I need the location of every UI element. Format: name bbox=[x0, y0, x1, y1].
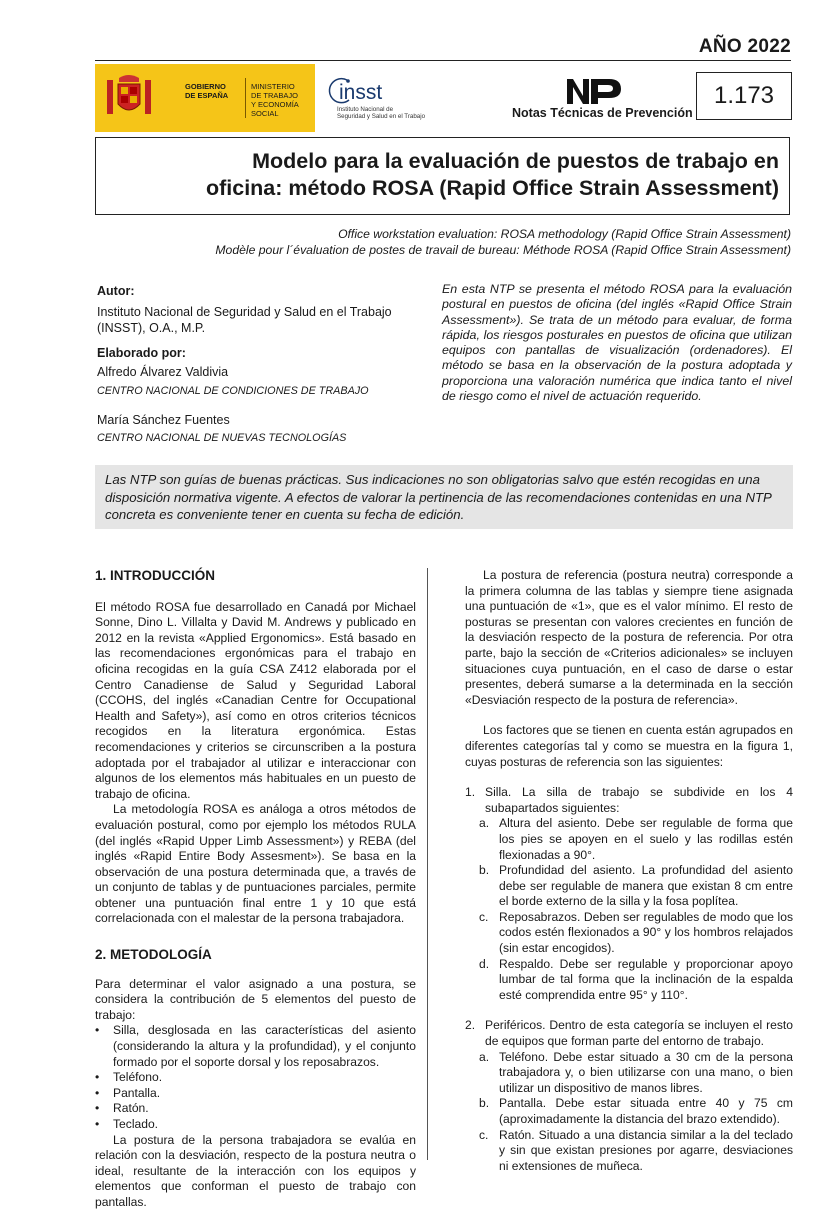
elaborado-label: Elaborado por: bbox=[97, 346, 186, 360]
list-item: • Pantalla. bbox=[95, 1086, 416, 1102]
center-2: CENTRO NACIONAL DE NUEVAS TECNOLOGÍAS bbox=[97, 432, 347, 444]
alternate-titles bbox=[91, 226, 791, 258]
author-2: María Sánchez Fuentes bbox=[97, 413, 230, 427]
list-item: • Teclado. bbox=[95, 1117, 416, 1133]
paragraph: Los factores que se tienen en cuenta están agrupados en diferentes categorías tal y como se muestra en la figura 1, cuyas posturas de referencia son las siguientes: bbox=[465, 723, 793, 769]
paragraph: La postura de la persona trabajadora se evalúa en relación con la desviación, respecto de la postura neutra o ideal, resultante de la interacción con los equipos y elementos que conforman el puesto de trabajo con pantallas. bbox=[95, 1132, 416, 1209]
section-2-heading: 2. METODOLOGÍA bbox=[95, 947, 212, 963]
author-1: Alfredo Álvarez Valdivia bbox=[97, 365, 229, 379]
gobierno-text: GOBIERNO DE ESPAÑA bbox=[185, 82, 229, 100]
ntp-logo-icon bbox=[565, 76, 625, 106]
ntp-number: 1.173 bbox=[696, 72, 792, 120]
list-item-perifericos: 2. Periféricos. Dentro de esta categoría se incluyen el resto de equipos que forman parte del entorno de trabajo. bbox=[465, 1018, 793, 1049]
list-item: • Teléfono. bbox=[95, 1070, 416, 1086]
abstract: En esta NTP se presenta el método ROSA para la evaluación postural en puestos de oficina (del inglés «Rapid Office Strain Assessment»). Se trata de un método para evaluar, de forma rápida, los riesgos posturales en puestos de oficina que utilizan equipos con pantallas de visualización (ordenadores). El método se basa en la observación de la postura adoptada y proporciona una valoración numérica que indica tanto el nivel de riesgo como el nivel de actuación requerido. bbox=[442, 282, 792, 404]
paragraph: La postura de referencia (postura neutra) corresponde a la primera columna de las tablas y siempre tiene asignada una puntuación de «1», que es el valor mínimo. El resto de posturas se presentan con valores crecientes en función de la desviación respecto de la postura de referencia. Por otra parte, bajo la sección de «Criterios adicionales» se incluyen situaciones cuya puntuación, en el caso de darse o estar presentes, deberá sumarse a la determinada en la sección «Desviación respecto de la postura de referencia». bbox=[465, 568, 793, 707]
insst-name: insst bbox=[339, 81, 383, 104]
sub-item: c. Reposabrazos. Deben ser regulables de modo que los codos estén flexionados a 90° y los hombros relajados (sin estar encogidos). bbox=[479, 909, 793, 956]
sub-item: a. Altura del asiento. Debe ser regulable de forma que los pies se apoyen en el suelo y las rodillas estén flexionadas a 90°. bbox=[479, 816, 793, 862]
sub-item: b. Pantalla. Debe estar situada entre 40 y 75 cm (aproximadamente la distancia del brazo extendido). bbox=[479, 1096, 793, 1126]
page-title: Modelo para la evaluación de puestos de trabajo en oficina: método ROSA (Rapid Office Strain Assessment) bbox=[205, 149, 779, 200]
column-divider bbox=[427, 568, 428, 1160]
right-column bbox=[465, 568, 793, 1174]
autor-name: Instituto Nacional de Seguridad y Salud en el Trabajo (INSST), O.A., M.P. bbox=[97, 305, 392, 335]
left-column bbox=[95, 568, 416, 1211]
sub-item: c. Ratón. Situado a una distancia similar a la del teclado y sin que existan presiones por agarre, desviaciones ni extensiones de muñeca. bbox=[479, 1127, 793, 1173]
coat-of-arms-icon bbox=[103, 72, 155, 120]
logo-divider bbox=[245, 78, 246, 118]
ministerio-text: MINISTERIO DE TRABAJO Y ECONOMÍA SOCIAL bbox=[251, 82, 299, 118]
list-item-silla: 1. Silla. La silla de trabajo se subdivide en los 4 subapartados siguientes: bbox=[465, 785, 793, 815]
list-item: • Ratón. bbox=[95, 1101, 416, 1117]
section-1-heading: 1. INTRODUCCIÓN bbox=[95, 568, 216, 583]
government-logo bbox=[95, 64, 315, 132]
paragraph: La metodología ROSA es análoga a otros métodos de evaluación postural, como por ejemplo los métodos RULA (del inglés «Rapid Upper Limb Assessment») y REBA (del inglés «Rapid Entire Body Assesment»). Se basa en la observación de una postura determinada que, a través de un conjunto de tablas y de puntuaciones parciales, permite obtener una puntuación final entre 1 y 10 que está correlacionada con el malestar de la persona trabajadora. bbox=[95, 802, 416, 926]
center-1: CENTRO NACIONAL DE CONDICIONES DE TRABAJO bbox=[97, 385, 369, 397]
notice-text: Las NTP son guías de buenas prácticas. Sus indicaciones no son obligatorias salvo que estén recogidas en una disposición normativa vigente. A efectos de valorar la pertinencia de las recomendaciones contenidas en una NTP concreta es conveniente tener en cuenta su fecha de edición. bbox=[105, 472, 772, 522]
insst-logo bbox=[325, 76, 445, 131]
sub-item: d. Respaldo. Debe ser regulable y proporcionar apoyo lumbar de tal forma que la inclinación de la espalda esté comprendida entre 95° y 110°. bbox=[479, 956, 793, 1002]
header-rule bbox=[95, 60, 791, 61]
sub-item: a. Teléfono. Debe estar situado a 30 cm de la persona trabajadora y, o bien utilizarse con una mano, o bien utilizar un dispositivo de manos libres. bbox=[479, 1049, 793, 1095]
paragraph: El método ROSA fue desarrollado en Canadá por Michael Sonne, Dino L. Villalta y David M. Andrews y publicado en 2012 en la revista «Applied Ergonomics». Está basado en las recomendaciones ergonómicas para el trabajo en oficina recogidas en la guía CSA Z412 elaborada por el Centro Canadiense de Salud y Seguridad Laboral (CCOHS, del inglés «Canadian Centre for Occupational Health and Safety»), así como en otros criterios técnicos recogidos en la literatura ergonómica. Estas recomendaciones y criterios se circunscriben a la postura adoptada por el trabajador al utilizar e interaccionar con algunos de los elementos más habituales en un puesto de trabajo de oficina. bbox=[95, 599, 416, 801]
title-box bbox=[95, 137, 790, 215]
year-label: AÑO 2022 bbox=[698, 36, 791, 57]
elements-list bbox=[95, 1023, 416, 1132]
autor-label: Autor: bbox=[97, 284, 135, 298]
notice-box bbox=[95, 465, 793, 529]
sub-item: b. Profundidad del asiento. La profundidad del asiento debe ser regulable de manera que existan 8 cm entre el borde externo de la silla y la fosa poplítea. bbox=[479, 863, 793, 909]
ntp-label: Notas Técnicas de Prevención bbox=[512, 106, 693, 120]
insst-subtitle: Instituto Nacional de Seguridad y Salud en el Trabajo bbox=[337, 106, 426, 120]
title-english: Office workstation evaluation: ROSA methodology (Rapid Office Strain Assessment) bbox=[338, 227, 791, 241]
paragraph: Para determinar el valor asignado a una postura, se considera la contribución de 5 elementos del puesto de trabajo: bbox=[95, 976, 416, 1022]
title-french: Modèle pour l´évaluation de postes de travail de bureau: Méthode ROSA (Rapid Office Strain Assessment) bbox=[215, 243, 791, 257]
list-item: • Silla, desglosada en las características del asiento (considerando la altura y la profundidad), y el conjunto formado por el soporte dorsal y los reposabrazos. bbox=[95, 1023, 416, 1070]
